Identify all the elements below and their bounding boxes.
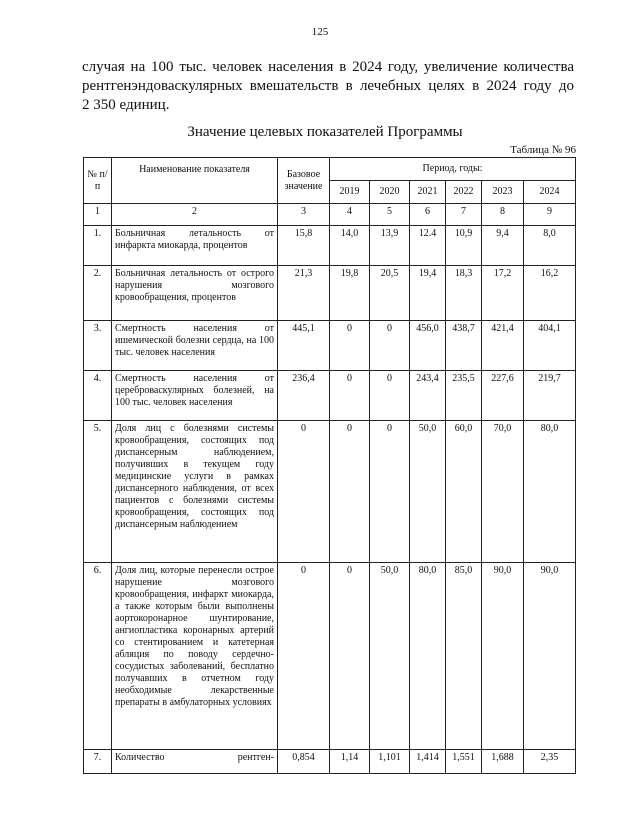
row-value: 243,4 [410, 371, 446, 421]
row-index: 7. [84, 750, 112, 774]
column-number: 9 [524, 204, 576, 226]
row-base: 0 [278, 421, 330, 563]
column-numbers-row [84, 204, 576, 226]
table-row [84, 750, 576, 774]
row-index: 3. [84, 321, 112, 371]
column-number: 3 [278, 204, 330, 226]
row-value: 0 [370, 371, 410, 421]
row-value: 2,35 [524, 750, 576, 774]
table-row [84, 563, 576, 750]
row-value: 219,7 [524, 371, 576, 421]
row-index: 4. [84, 371, 112, 421]
header-year: 2021 [410, 181, 446, 204]
column-number: 8 [482, 204, 524, 226]
row-value: 0 [330, 563, 370, 750]
row-value: 20,5 [370, 266, 410, 321]
table-row [84, 421, 576, 563]
header-year: 2023 [482, 181, 524, 204]
header-base: Базовое значение [278, 158, 330, 204]
row-name: Количество рентген- [112, 750, 278, 774]
header-year: 2020 [370, 181, 410, 204]
table-number: Таблица № 96 [510, 144, 576, 156]
table-row [84, 266, 576, 321]
row-value: 8,0 [524, 226, 576, 266]
row-base: 21,3 [278, 266, 330, 321]
row-value: 1,14 [330, 750, 370, 774]
row-value: 1,551 [446, 750, 482, 774]
row-index: 6. [84, 563, 112, 750]
header-name: Наименование показателя [112, 158, 278, 204]
row-value: 1,688 [482, 750, 524, 774]
header-index: № п/п [84, 158, 112, 204]
row-name: Смертность населения от ишемической болезни сердца, на 100 тыс. человек населения [112, 321, 278, 371]
row-value: 0 [370, 321, 410, 371]
row-base: 0 [278, 563, 330, 750]
column-number: 6 [410, 204, 446, 226]
row-value: 10,9 [446, 226, 482, 266]
table-row [84, 226, 576, 266]
row-value: 50,0 [410, 421, 446, 563]
column-number: 1 [84, 204, 112, 226]
row-value: 1,101 [370, 750, 410, 774]
row-value: 16,2 [524, 266, 576, 321]
column-number: 2 [112, 204, 278, 226]
row-name: Доля лиц, которые перенесли острое нарушение мозгового кровообращения, инфаркт миокарда, а также которым были выполнены аортокоронарное шунтирование, ангиопластика коронарных артерий со стентированием и катетерная абляция по поводу сердечно-сосудистых заболеваний, бесплатно получавших в отчетном году необходимые лекарственные препараты в амбулаторных условиях [112, 563, 278, 750]
row-name: Больничная летальность от инфаркта миокарда, процентов [112, 226, 278, 266]
row-value: 227,6 [482, 371, 524, 421]
row-value: 13,9 [370, 226, 410, 266]
header-year: 2019 [330, 181, 370, 204]
column-number: 7 [446, 204, 482, 226]
row-value: 19,4 [410, 266, 446, 321]
table-title: Значение целевых показателей Программы [187, 124, 463, 140]
indicators-table [83, 157, 576, 774]
row-base: 445,1 [278, 321, 330, 371]
row-value: 438,7 [446, 321, 482, 371]
row-value: 90,0 [482, 563, 524, 750]
column-number: 4 [330, 204, 370, 226]
row-value: 80,0 [410, 563, 446, 750]
row-value: 90,0 [524, 563, 576, 750]
row-name: Доля лиц с болезнями системы кровообращения, состоящих под диспансерным наблюдением, получивших в текущем году медицинские услуги в рамках диспансерного наблюдения, от всех пациентов с болезнями системы кровообращения, состоящих под диспансерным наблюдением [112, 421, 278, 563]
row-value: 0 [330, 321, 370, 371]
header-year: 2024 [524, 181, 576, 204]
row-value: 85,0 [446, 563, 482, 750]
row-value: 0 [370, 421, 410, 563]
row-value: 18,3 [446, 266, 482, 321]
intro-line: рентгенэндоваскулярных вмешательств в лечебных целях в 2024 году до [82, 78, 574, 94]
header-year: 2022 [446, 181, 482, 204]
row-value: 421,4 [482, 321, 524, 371]
row-value: 0 [330, 371, 370, 421]
row-index: 5. [84, 421, 112, 563]
row-base: 0,854 [278, 750, 330, 774]
page-number: 125 [311, 26, 329, 38]
row-name: Смертность населения от цереброваскулярных болезней, на 100 тыс. человек населения [112, 371, 278, 421]
row-index: 2. [84, 266, 112, 321]
table-row [84, 371, 576, 421]
row-name: Больничная летальность от острого нарушения мозгового кровообращения, процентов [112, 266, 278, 321]
row-value: 456,0 [410, 321, 446, 371]
intro-paragraph [82, 58, 574, 115]
row-value: 404,1 [524, 321, 576, 371]
row-value: 19,8 [330, 266, 370, 321]
row-value: 80,0 [524, 421, 576, 563]
row-value: 50,0 [370, 563, 410, 750]
row-value: 9,4 [482, 226, 524, 266]
column-number: 5 [370, 204, 410, 226]
header-period: Период, годы: [330, 158, 576, 181]
row-base: 236,4 [278, 371, 330, 421]
intro-line: случая на 100 тыс. человек населения в 2024 году, увеличение количества [82, 59, 574, 75]
row-value: 235,5 [446, 371, 482, 421]
intro-line: 2 350 единиц. [82, 97, 170, 113]
row-value: 17,2 [482, 266, 524, 321]
row-value: 12.4 [410, 226, 446, 266]
row-value: 70,0 [482, 421, 524, 563]
table-row [84, 321, 576, 371]
row-value: 60,0 [446, 421, 482, 563]
row-value: 14,0 [330, 226, 370, 266]
row-value: 0 [330, 421, 370, 563]
row-base: 15,8 [278, 226, 330, 266]
row-index: 1. [84, 226, 112, 266]
row-value: 1,414 [410, 750, 446, 774]
